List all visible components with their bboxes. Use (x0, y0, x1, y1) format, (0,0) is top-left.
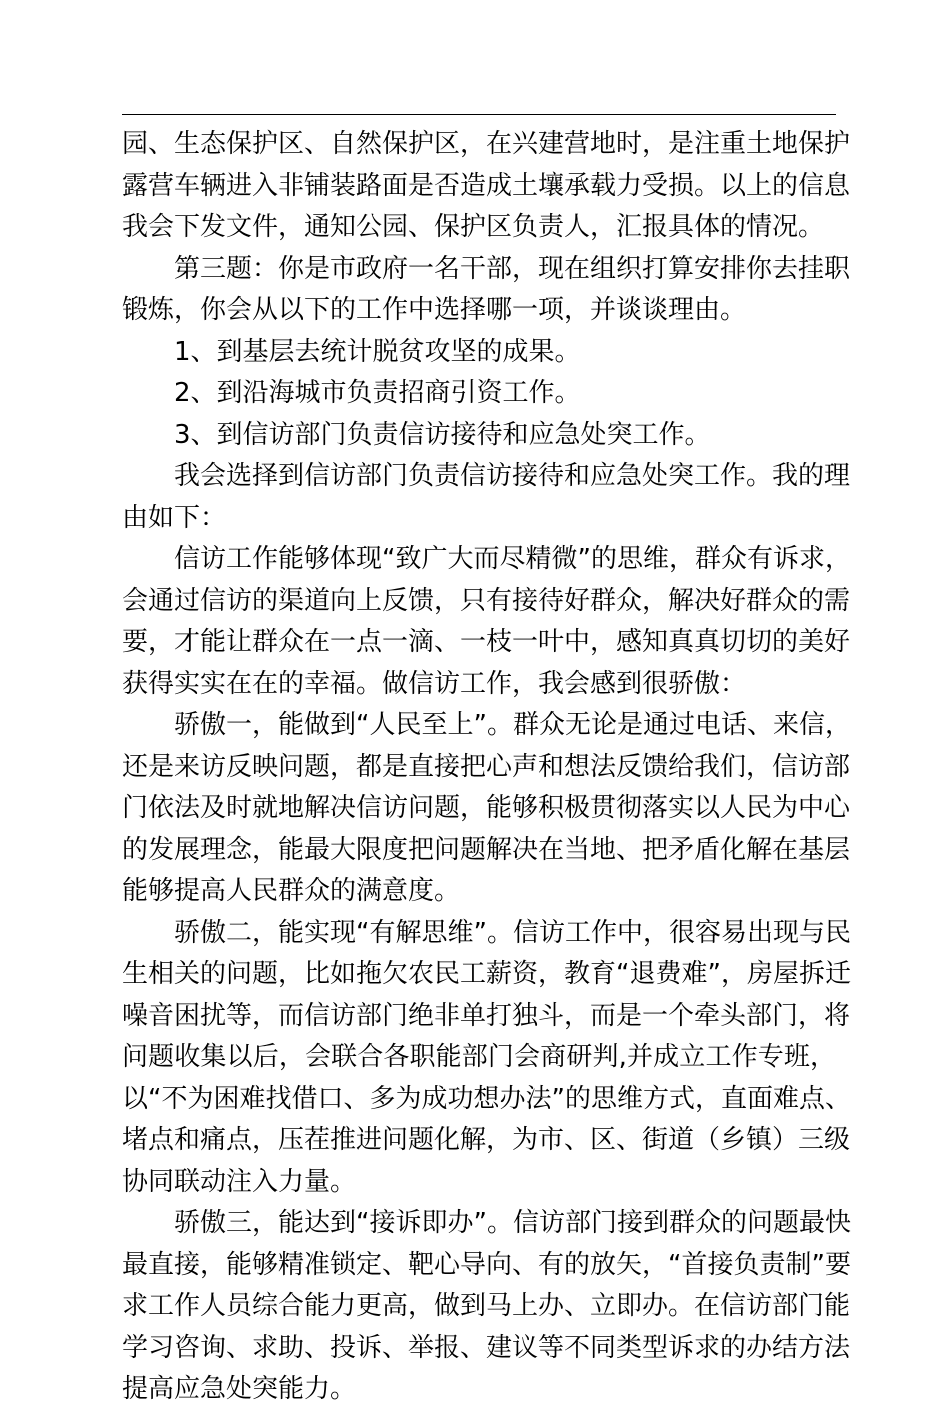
text-line: 获得实实在在的幸福。做信访工作，我会感到很骄傲： (122, 668, 747, 699)
option-item-1: 1、到基层去统计脱贫攻坚的成果。 (174, 336, 581, 367)
text-line: 门依法及时就地解决信访问题，能够积极贯彻落实以人民为中心 (122, 793, 851, 823)
text-line: 能够提高人民群众的满意度。 (122, 876, 461, 906)
text-line: 学习咨询、求助、投诉、举报、建议等不同类型诉求的办结方法 (122, 1332, 851, 1363)
text-line: 以“不为困难找借口、多为成功想办法”的思维方式，直面难点、 (122, 1083, 851, 1114)
text-line: 生相关的问题，比如拖欠农民工薪资，教育“退费难”，房屋拆迁 (122, 959, 851, 989)
pride-one-heading: 骄傲一，能做到“人民至上”。群众无论是通过电话、来信， (174, 710, 851, 740)
text-line: 我会下发文件，通知公园、保护区负责人，汇报具体的情况。 (122, 212, 825, 242)
text-line: 要，才能让群众在一点一滴、一枝一叶中，感知真真切切的美好 (122, 627, 851, 657)
option-item-3: 3、到信访部门负责信访接待和应急处突工作。 (174, 419, 711, 450)
text-line: 锻炼，你会从以下的工作中选择哪一项，并谈谈理由。 (122, 295, 747, 325)
text-line: 问题收集以后，会联合各职能部门会商研判,并成立工作专班， (122, 1042, 836, 1072)
text-line: 协同联动注入力量。 (122, 1166, 357, 1197)
text-line: 会通过信访的渠道向上反馈，只有接待好群众，解决好群众的需 (122, 585, 851, 616)
text-line: 最直接，能够精准锁定、靶心导向、有的放矢，“首接负责制”要 (122, 1249, 851, 1280)
text-line: 露营车辆进入非铺装路面是否造成土壤承载力受损。以上的信息 (122, 170, 851, 201)
text-line: 提高应急处突能力。 (122, 1374, 357, 1404)
text-line: 噪音困扰等，而信访部门绝非单打独斗，而是一个牵头部门，将 (122, 1000, 851, 1031)
text-line: 信访工作能够体现“致广大而尽精微”的思维，群众有诉求， (174, 544, 851, 574)
text-line: 园、生态保护区、自然保护区，在兴建营地时，是注重土地保护 (122, 129, 851, 159)
document-body (122, 124, 851, 1411)
text-line: 我会选择到信访部门负责信访接待和应急处突工作。我的理 (174, 461, 851, 491)
header-rule (122, 114, 836, 115)
pride-two-heading: 骄傲二，能实现“有解思维”。信访工作中，很容易出现与民 (174, 917, 851, 948)
text-line: 还是来访反映问题，都是直接把心声和想法反馈给我们，信访部 (122, 751, 851, 782)
text-line: 由如下： (122, 502, 227, 533)
question-three-heading: 第三题：你是市政府一名干部，现在组织打算安排你去挂职 (174, 253, 851, 284)
option-item-2: 2、到沿海城市负责招商引资工作。 (174, 378, 581, 408)
pride-three-heading: 骄傲三，能达到“接诉即办”。信访部门接到群众的问题最快 (174, 1208, 851, 1238)
text-line: 求工作人员综合能力更高，做到马上办、立即办。在信访部门能 (122, 1291, 851, 1321)
text-line: 堵点和痛点，压茬推进问题化解，为市、区、街道（乡镇）三级 (122, 1125, 851, 1155)
text-line: 的发展理念，能最大限度把问题解决在当地、把矛盾化解在基层 (122, 834, 851, 865)
